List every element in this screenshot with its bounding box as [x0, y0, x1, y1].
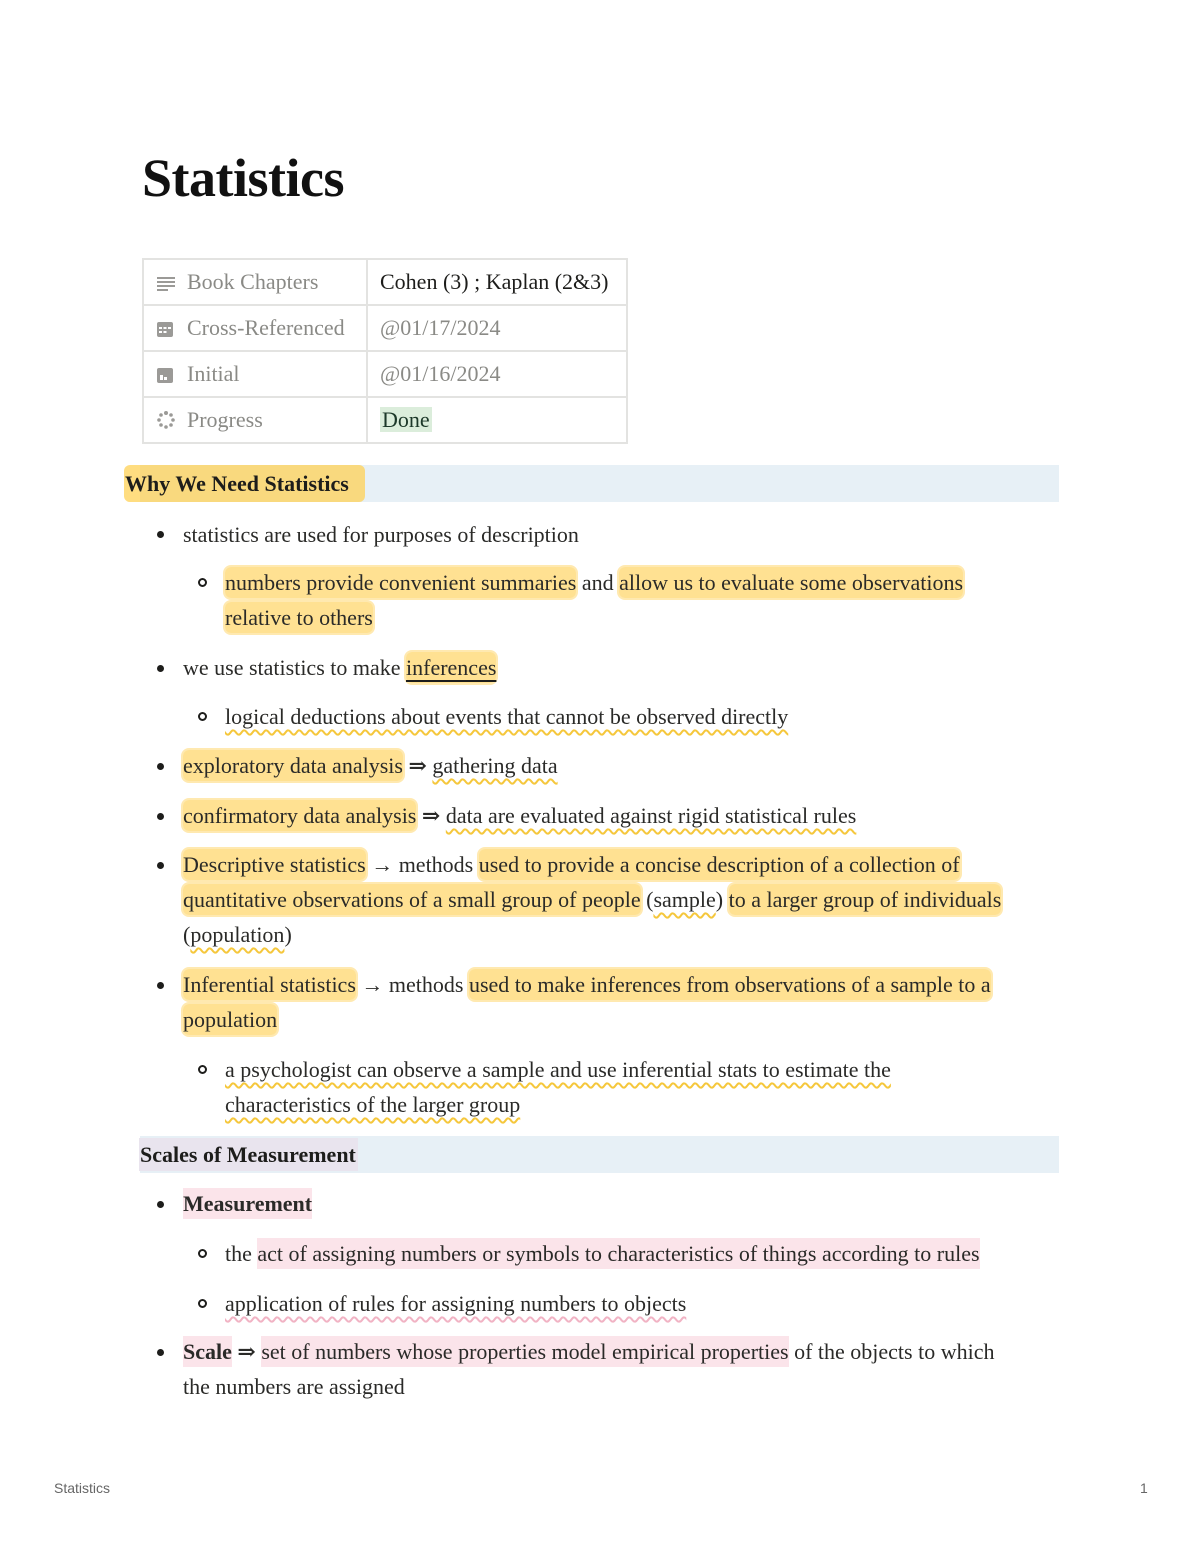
- section-heading-text: Why We Need Statistics: [124, 465, 365, 502]
- properties-table: [142, 258, 628, 444]
- property-key: [143, 397, 367, 443]
- list-item-continued: quantitative observations of a small group of people (sample) to a larger group of individuals: [183, 882, 1001, 917]
- list-item: statistics are used for purposes of description: [183, 522, 579, 547]
- list-item: exploratory data analysis ⇒ gathering data: [183, 748, 558, 783]
- property-value[interactable]: @01/16/2024: [367, 351, 627, 397]
- property-row: [143, 351, 627, 397]
- property-key: [143, 259, 367, 305]
- status-badge: Done: [382, 407, 430, 432]
- bullet-dot: [157, 763, 164, 770]
- sub-bullet-circle: [198, 1249, 207, 1258]
- list-item: Scale ⇒ set of numbers whose properties model empirical properties of the objects to which: [183, 1334, 994, 1369]
- list-item: application of rules for assigning numbers to objects: [225, 1291, 687, 1316]
- list-item: we use statistics to make inferences: [183, 650, 496, 685]
- bullet-dot: [157, 1201, 164, 1208]
- sub-bullet-circle: [198, 712, 207, 721]
- list-item-continued: (population): [183, 922, 292, 947]
- property-row: [143, 305, 627, 351]
- property-key-label: Initial: [187, 361, 240, 386]
- sub-bullet-circle: [198, 1065, 207, 1074]
- section-heading: [140, 1136, 1059, 1173]
- property-row: [143, 259, 627, 305]
- property-key: [143, 351, 367, 397]
- list-item-continued: relative to others: [225, 600, 373, 635]
- property-value[interactable]: [367, 397, 627, 443]
- list-item: the act of assigning numbers or symbols to characteristics of things according to rules: [225, 1236, 980, 1271]
- footer-doc-title: Statistics: [54, 1480, 111, 1496]
- bullet-dot: [157, 813, 164, 820]
- status-spinner-icon: [156, 410, 178, 430]
- calendar-icon: [156, 320, 178, 338]
- list-item: logical deductions about events that cannot be observed directly: [225, 704, 789, 729]
- property-key: [143, 305, 367, 351]
- list-item: Descriptive statistics → methods used to provide a concise description of a collection of: [183, 847, 960, 882]
- property-key-label: Progress: [187, 407, 263, 432]
- list-item-continued: population: [183, 1002, 277, 1037]
- bullet-dot: [157, 665, 164, 672]
- list-item-continued: the numbers are assigned: [183, 1374, 405, 1399]
- bullet-dot: [157, 862, 164, 869]
- list-item: confirmatory data analysis ⇒ data are evaluated against rigid statistical rules: [183, 798, 856, 833]
- list-item: Inferential statistics → methods used to make inferences from observations of a sample to a: [183, 967, 991, 1002]
- property-key-label: Cross-Referenced: [187, 315, 345, 340]
- section-heading-text: Scales of Measurement: [139, 1138, 358, 1171]
- page-title: Statistics: [142, 148, 344, 208]
- list-item: numbers provide convenient summaries and allow us to evaluate some observations: [225, 565, 963, 600]
- property-key-label: Book Chapters: [187, 269, 319, 294]
- bullet-dot: [157, 1349, 164, 1356]
- property-value[interactable]: Cohen (3) ; Kaplan (2&3): [367, 259, 627, 305]
- section-heading: [125, 465, 1059, 502]
- property-value[interactable]: @01/17/2024: [367, 305, 627, 351]
- calendar-icon: [156, 366, 178, 384]
- page-number: 1: [1140, 1480, 1148, 1496]
- sub-bullet-circle: [198, 1299, 207, 1308]
- bullet-dot: [157, 982, 164, 989]
- property-row: [143, 397, 627, 443]
- list-item: Measurement: [183, 1186, 312, 1221]
- sub-bullet-circle: [198, 578, 207, 587]
- list-item-continued: characteristics of the larger group: [225, 1092, 521, 1117]
- bullet-dot: [157, 531, 164, 538]
- list-item: a psychologist can observe a sample and use inferential stats to estimate the: [225, 1057, 891, 1082]
- text-lines-icon: [156, 276, 178, 292]
